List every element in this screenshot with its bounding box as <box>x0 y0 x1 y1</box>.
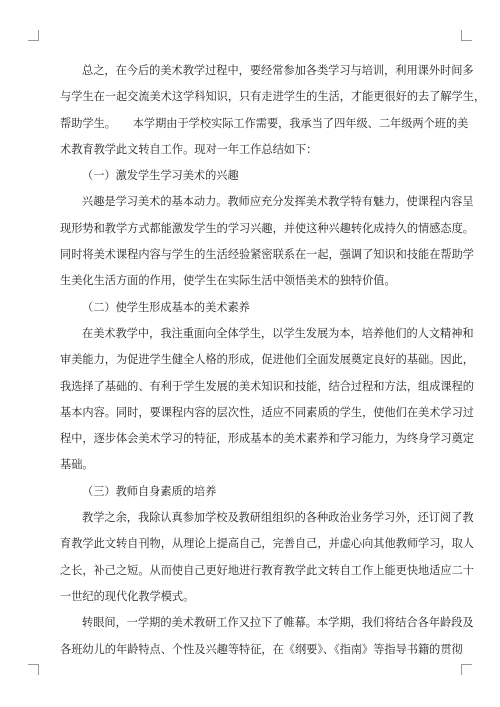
body-line: 之长，补己之短。从而使自己更好地进行教育教学此文转自工作上能更快地适应二十 <box>60 563 474 577</box>
crop-mark-top-right <box>461 30 472 41</box>
body-line: 同时将美术课程内容与学生的生活经验紧密联系在一起，强调了知识和技能在帮助学 <box>60 248 474 262</box>
body-line: 我选择了基础的、有利于学生发展的美术知识和技能，结合过程和方法，组成课程的 <box>60 379 474 393</box>
crop-mark-top-left <box>28 30 39 41</box>
section-heading: （三）教师自身素质的培养 <box>82 484 217 498</box>
body-line: 育教学此文转自刊物，从理论上提高自己，完善自己，并虚心向其他教师学习，取人 <box>60 537 474 551</box>
body-line: 术教育教学此文转自工作。现对一年工作总结如下： <box>60 142 318 156</box>
document-body <box>60 58 486 663</box>
crop-mark-bottom-left <box>28 664 39 675</box>
body-line: 与学生在一起交流美术这学科知识，只有走进学生的生活，才能更很好的去了解学生， <box>60 90 486 104</box>
body-line: 现形势和教学方式都能激发学生的学习兴趣，并使这种兴趣转化成持久的情感态度。 <box>60 221 474 235</box>
body-line: 基本内容。同时，要课程内容的层次性，适应不同素质的学生，使他们在美术学习过 <box>60 405 474 419</box>
body-line: 一世纪的现代化教学模式。 <box>60 589 195 603</box>
body-line: 审美能力，为促进学生健全人格的形成，促进他们全面发展奠定良好的基础。因此， <box>60 353 474 367</box>
body-line: 基础。 <box>60 458 94 472</box>
body-line: 兴趣是学习美术的基本动力。教师应充分发挥美术教学特有魅力，使课程内容呈 <box>82 195 474 209</box>
body-line: 教学之余，我除认真参加学校及教研组组织的各种政治业务学习外，还订阅了教 <box>82 511 474 525</box>
body-line: 在美术教学中，我注重面向全体学生，以学生发展为本，培养他们的人文精神和 <box>82 326 474 340</box>
section-heading: （一）激发学生学习美术的兴趣 <box>82 169 239 183</box>
body-line: 程中，逐步体会美术学习的特征，形成基本的美术素养和学习能力，为终身学习奠定 <box>60 432 474 446</box>
body-line: 总之，在今后的美术教学过程中，要经常参加各类学习与培训，利用课外时间多 <box>82 64 474 77</box>
body-line: 生美化生活方面的作用，使学生在实际生活中领悟美术的独特价值。 <box>60 274 396 288</box>
body-line: 转眼间，一学期的美术教研工作又拉下了帷幕。本学期，我们将结合各年龄段及 <box>82 616 474 630</box>
crop-mark-bottom-right <box>461 664 472 675</box>
body-line: 帮助学生。 本学期由于学校实际工作需要，我承当了四年级、二年级两个班的美 <box>60 116 469 130</box>
body-line: 各班幼儿的年龄特点、个性及兴趣等特征，在《纲要》、《指南》等指导书籍的贯彻 <box>60 642 463 656</box>
section-heading: （二）使学生形成基本的美术素养 <box>82 300 250 314</box>
